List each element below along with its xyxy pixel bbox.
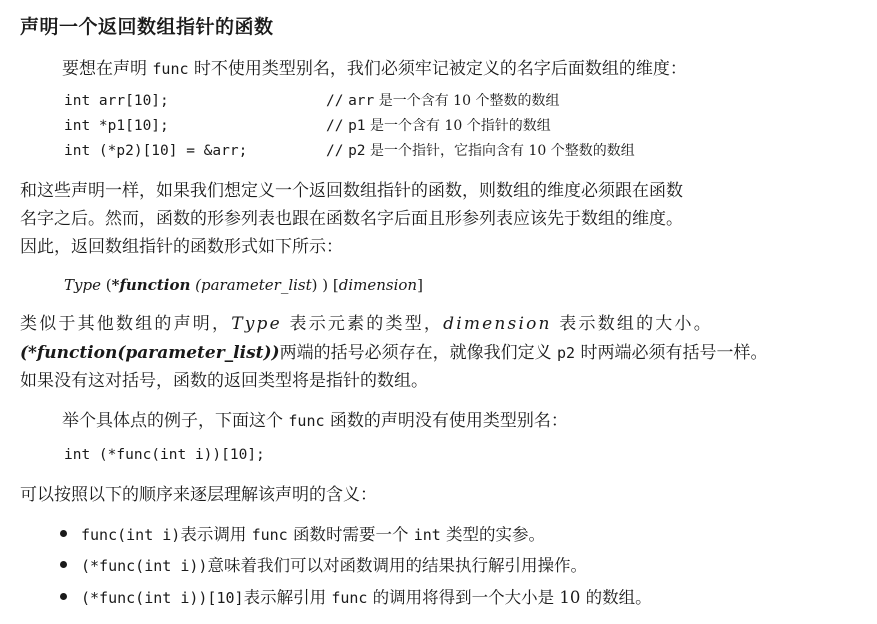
paragraph: 因此，返回数组指针的函数形式如下所示：	[20, 237, 343, 257]
bullet-icon	[60, 530, 67, 537]
intro-text: 要想在声明	[62, 59, 153, 79]
intro-text: 时不使用类型别名，我们必须牢记被定义的名字后面数组的维度：	[188, 59, 687, 79]
paragraph: 和这些声明一样，如果我们想定义一个返回数组指针的函数，则数组的维度必须跟在函数	[20, 181, 683, 201]
code-comment: // p1 是一个含有 10 个指针的数组	[326, 118, 551, 134]
code-comment: // arr 是一个含有 10 个整数的数组	[326, 93, 560, 109]
bullet-icon	[60, 561, 67, 568]
bullet-icon	[60, 593, 67, 600]
code-comment: // p2 是一个指针，它指向含有 10 个整数的数组	[326, 143, 635, 159]
code-text: int arr[10];	[64, 93, 169, 109]
intro-paragraph	[62, 56, 687, 82]
paragraph: (*function(parameter_list))两端的括号必须存在，就像我们定义 p2 时两端必须有括号一样。	[20, 343, 768, 363]
code-text: int (*func(int i))[10];	[64, 447, 265, 463]
code-text: int (*p2)[10] = &arr;	[64, 143, 248, 159]
inline-code: func	[152, 60, 189, 78]
list-item: func(int i)表示调用 func 函数时需要一个 int 类型的实参。	[60, 523, 545, 547]
list-item: (*func(int i))[10]表示解引用 func 的调用将得到一个大小是 10 的数组。	[60, 586, 652, 610]
paragraph: 名字之后。然而，函数的形参列表也跟在函数名字后面且形参列表应该先于数组的维度。	[20, 209, 683, 229]
explain-intro: 可以按照以下的顺序来逐层理解该声明的含义：	[20, 485, 377, 505]
list-item: (*func(int i))意味着我们可以对函数调用的结果执行解引用操作。	[60, 554, 587, 578]
function-form: Type (*function (parameter_list) ) [dimension]	[64, 276, 423, 294]
code-text: int *p1[10];	[64, 118, 169, 134]
example-intro: 举个具体点的例子，下面这个 func 函数的声明没有使用类型别名：	[62, 411, 568, 431]
paragraph: 类似于其他数组的声明，Type 表示元素的类型，dimension 表示数组的大小。	[20, 314, 713, 334]
section-heading: 声明一个返回数组指针的函数	[20, 16, 274, 38]
paragraph: 如果没有这对括号，函数的返回类型将是指针的数组。	[20, 371, 428, 391]
